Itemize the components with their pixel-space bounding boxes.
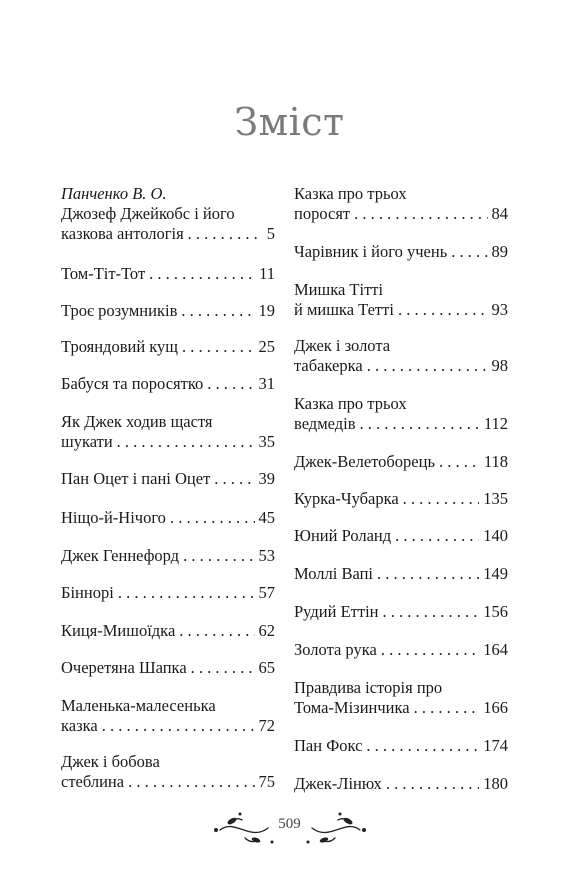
dot-leader xyxy=(386,774,479,794)
toc-title: Тома-Мізинчика xyxy=(294,698,410,717)
toc-entry[interactable] xyxy=(61,752,275,792)
page-number: 509 xyxy=(278,816,301,832)
toc-title: й мишка Тетті xyxy=(294,300,394,319)
toc-page-number: 19 xyxy=(258,301,275,320)
toc-title: Юний Роланд xyxy=(294,526,392,545)
toc-page-number: 35 xyxy=(258,432,275,451)
toc-page-number: 118 xyxy=(483,452,508,471)
toc-page-number: 53 xyxy=(258,546,275,565)
toc-page-number: 62 xyxy=(258,621,275,640)
dot-leader xyxy=(381,640,479,660)
dot-leader xyxy=(207,374,254,394)
dot-leader xyxy=(191,658,255,678)
toc-page-number: 135 xyxy=(483,489,508,508)
toc-page-number: 140 xyxy=(483,526,508,545)
toc-entry[interactable] xyxy=(294,394,508,434)
toc-page-number: 84 xyxy=(491,204,508,223)
dot-leader xyxy=(398,300,488,320)
dot-leader xyxy=(117,432,255,452)
toc-title: Пан Оцет і пані Оцет xyxy=(61,469,211,488)
toc-entry[interactable] xyxy=(61,546,275,566)
dot-leader xyxy=(179,621,254,641)
toc-page-number: 174 xyxy=(483,736,508,755)
toc-entry[interactable] xyxy=(294,678,508,718)
dot-leader xyxy=(118,583,255,603)
toc-entry[interactable] xyxy=(294,242,508,262)
toc-title: Джек Геннефорд xyxy=(61,546,180,565)
toc-entry[interactable] xyxy=(294,452,508,472)
toc-title: Бабуся та поросятко xyxy=(61,374,204,393)
toc-entry[interactable] xyxy=(294,184,508,224)
toc-title-line: Як Джек ходив щастя xyxy=(61,412,213,431)
toc-entry[interactable] xyxy=(294,526,508,546)
dot-leader xyxy=(354,204,487,224)
dot-leader xyxy=(360,414,480,434)
dot-leader xyxy=(403,489,480,509)
toc-title-line: Маленька-малесенька xyxy=(61,696,216,715)
dot-leader xyxy=(451,242,487,262)
dot-leader xyxy=(188,224,263,244)
toc-title-line: Правдива історія про xyxy=(294,678,443,697)
toc-title: шукати xyxy=(61,432,113,451)
toc-title: ведмедів xyxy=(294,414,356,433)
dot-leader xyxy=(182,337,254,357)
toc-title: Біннорі xyxy=(61,583,114,602)
dot-leader xyxy=(439,452,480,472)
toc-entry[interactable] xyxy=(61,374,275,394)
dot-leader xyxy=(149,264,255,284)
toc-page-number: 65 xyxy=(258,658,275,677)
dot-leader xyxy=(181,301,254,321)
toc-title: Пан Фокс xyxy=(294,736,363,755)
toc-title: Трояндовий кущ xyxy=(61,337,179,356)
dot-leader xyxy=(366,736,479,756)
toc-page-number: 164 xyxy=(483,640,508,659)
toc-page-number: 11 xyxy=(259,264,275,283)
toc-title: Чарівник і його учень xyxy=(294,242,448,261)
toc-title: Том-Тіт-Тот xyxy=(61,264,146,283)
toc-entry[interactable] xyxy=(294,602,508,622)
toc-entry[interactable] xyxy=(61,508,275,528)
toc-title-line: Казка про трьох xyxy=(294,394,407,413)
toc-title-line: Джек і золота xyxy=(294,336,391,355)
toc-entry[interactable] xyxy=(294,736,508,756)
toc-title-line: Мишка Тітті xyxy=(294,280,384,299)
toc-page-number: 112 xyxy=(483,414,508,433)
toc-page-number: 45 xyxy=(258,508,275,527)
toc-page-number: 57 xyxy=(258,583,275,602)
toc-entry[interactable] xyxy=(61,184,275,244)
toc-title: казка xyxy=(61,716,98,735)
toc-entry[interactable] xyxy=(61,696,275,736)
toc-title-line: Джозеф Джейкобс і його xyxy=(61,204,235,223)
toc-title: казкова антологія xyxy=(61,224,184,243)
toc-title: табакерка xyxy=(294,356,363,375)
toc-page-number: 5 xyxy=(266,224,275,243)
toc-title: Джек-Велетоборець xyxy=(294,452,435,471)
toc-page-number: 156 xyxy=(483,602,508,621)
toc-title: Моллі Вапі xyxy=(294,564,373,583)
toc-page-number: 166 xyxy=(483,698,508,717)
toc-title: стеблина xyxy=(61,772,125,791)
toc-entry[interactable] xyxy=(294,640,508,660)
toc-title-line: Джек і бобова xyxy=(61,752,160,771)
toc-title: Троє розумників xyxy=(61,301,178,320)
toc-entry[interactable] xyxy=(294,280,508,320)
toc-page-number: 75 xyxy=(258,772,275,791)
dot-leader xyxy=(170,508,255,528)
dot-leader xyxy=(102,716,255,736)
toc-title: Золота рука xyxy=(294,640,377,659)
dot-leader xyxy=(377,564,479,584)
dot-leader xyxy=(183,546,254,566)
toc-title: Джек-Лінюх xyxy=(294,774,382,793)
toc-page-number: 98 xyxy=(491,356,508,375)
dot-leader xyxy=(414,698,480,718)
toc-title-line: Казка про трьох xyxy=(294,184,407,203)
toc-author: Панченко В. О. xyxy=(61,184,167,203)
toc-page-number: 149 xyxy=(483,564,508,583)
toc-entry[interactable] xyxy=(61,583,275,603)
page-title: Зміст xyxy=(234,100,345,144)
toc-entry[interactable] xyxy=(294,489,508,509)
toc-page-number: 25 xyxy=(258,337,275,356)
toc-title: Киця-Мишоїдка xyxy=(61,621,176,640)
toc-page-number: 93 xyxy=(491,300,508,319)
dot-leader xyxy=(395,526,479,546)
toc-page-number: 72 xyxy=(258,716,275,735)
toc-entry[interactable] xyxy=(61,337,275,357)
toc-entry[interactable] xyxy=(61,301,275,321)
toc-entry[interactable] xyxy=(294,774,508,794)
dot-leader xyxy=(367,356,488,376)
toc-entry[interactable] xyxy=(61,412,275,452)
toc-page-number: 39 xyxy=(258,469,275,488)
toc-entry[interactable] xyxy=(61,264,275,284)
toc-entry[interactable] xyxy=(61,621,275,641)
toc-title: Ніщо-й-Нічого xyxy=(61,508,166,527)
toc-entry[interactable] xyxy=(294,564,508,584)
dot-leader xyxy=(214,469,254,489)
toc-entry[interactable] xyxy=(294,336,508,376)
toc-title: Рудий Еттін xyxy=(294,602,379,621)
dot-leader xyxy=(128,772,254,792)
toc-title: Курка-Чубарка xyxy=(294,489,399,508)
toc-title: Очеретяна Шапка xyxy=(61,658,187,677)
dot-leader xyxy=(382,602,479,622)
toc-page-number: 89 xyxy=(491,242,508,261)
toc-entry[interactable] xyxy=(61,469,275,489)
toc-page-number: 31 xyxy=(258,374,275,393)
toc-title: поросят xyxy=(294,204,351,223)
toc-entry[interactable] xyxy=(61,658,275,678)
toc-page-number: 180 xyxy=(483,774,508,793)
